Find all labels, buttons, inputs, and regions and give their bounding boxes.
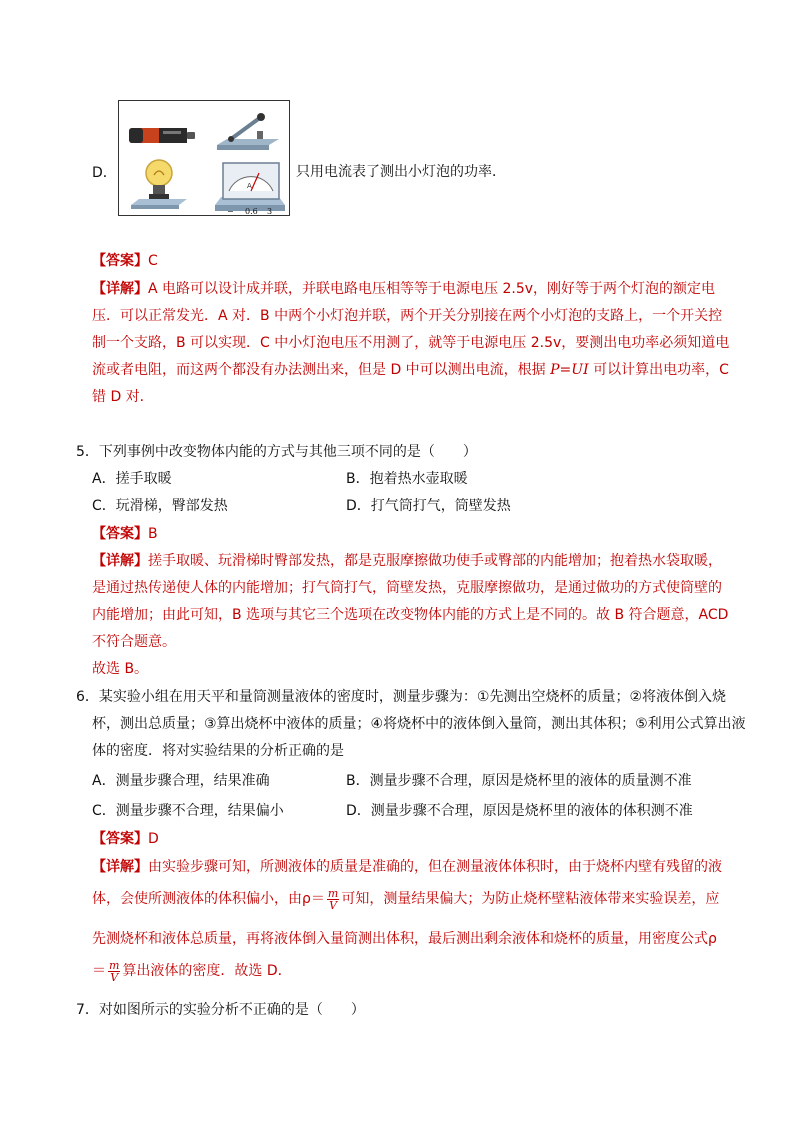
meter-terminal-negative: − — [227, 207, 234, 215]
q6-stem-line-2: 杯，测出总质量；③算出烧杯中液体的质量；④将烧杯中的液体倒入量筒，测出其体积；⑤利用公式算出液 — [92, 716, 746, 732]
q6-answer: 【答案】D — [92, 831, 159, 847]
q5-analysis-line-2: 是通过热传递使人体的内能增加；打气筒打气，筒壁发热，克服摩擦做功，是通过做功的方式使筒壁的 — [92, 580, 722, 596]
q5-analysis-line-3: 内能增加；由此可知，B 选项与其它三个选项在改变物体内能的方式上是不同的。故 B 符合题意，ACD — [92, 607, 729, 623]
q4-answer — [92, 250, 158, 270]
circuit-components-figure — [118, 100, 290, 216]
q5-option-c: C．玩滑梯，臀部发热 — [92, 498, 228, 514]
battery-icon — [129, 128, 195, 143]
q5-analysis-line-4: 不符合题意。 — [92, 634, 176, 650]
meter-symbol: A — [247, 182, 252, 190]
density-fraction: $\frac{m}{V}$ — [327, 886, 339, 912]
q5-option-d: D．打气筒打气，筒壁发热 — [346, 498, 511, 514]
q4-analysis-line-5: 错 D 对． — [92, 389, 154, 405]
light-bulb-icon — [131, 160, 187, 209]
answer-value: C — [148, 253, 158, 269]
meter-terminal-3: 3 — [267, 207, 273, 215]
q6-analysis-line-4: ＝ $\frac{m}{V}$ 算出液体的密度．故选 D． — [92, 958, 292, 984]
q5-analysis-line-1: 【详解】搓手取暖、玩滑梯时臀部发热，都是克服摩擦做功使手或臀部的内能增加；抱着热水袋取暖， — [92, 553, 722, 569]
q5-answer: 【答案】B — [92, 526, 158, 542]
option-d-text: 只用电流表了测出小灯泡的功率． — [296, 164, 506, 180]
q4-analysis-line-3: 制一个支路，B 可以实现．C 中小灯泡电压不用测了，就等于电源电压 2.5v，要测出电功率必须知道电 — [92, 335, 730, 351]
q5-stem: 5．下列事例中改变物体内能的方式与其他三项不同的是（ ） — [76, 444, 477, 460]
q6-analysis-line-3: 先测烧杯和液体总质量，再将液体倒入量筒测出体积，最后测出剩余液体和烧杯的质量，用密度公式ρ — [92, 931, 717, 947]
q6-analysis-line-1: 【详解】由实验步骤可知，所测液体的质量是准确的，但在测量液体体积时，由于烧杯内壁有残留的液 — [92, 859, 722, 875]
q5-analysis-line-5: 故选 B。 — [92, 661, 149, 677]
q7-stem: 7．对如图所示的实验分析不正确的是（ ） — [76, 1002, 365, 1018]
q5-option-b: B．抱着热水壶取暖 — [346, 471, 468, 487]
q4-analysis-line-1: 【详解】A 电路可以设计成并联，并联电路电压相等等于电源电压 2.5v，刚好等于两个灯泡的额定电 — [92, 281, 716, 297]
q6-option-a: A．测量步骤合理，结果准确 — [92, 773, 270, 789]
q6-option-b: B．测量步骤不合理，原因是烧杯里的液体的质量测不准 — [346, 773, 692, 789]
circuit-components-illustration — [119, 101, 289, 215]
switch-icon — [217, 113, 279, 150]
q6-analysis-line-2: 体，会使所测液体的体积偏小，由ρ＝ $\frac{m}{V}$ 可知，测量结果偏大；为防止烧杯壁粘液体带来实验误差，应 — [92, 886, 720, 912]
q4-analysis-line-2: 压．可以正常发光．A 对．B 中两个小灯泡并联，两个开关分别接在两个小灯泡的支路上，一个开关控 — [92, 308, 723, 324]
q6-option-c: C．测量步骤不合理，结果偏小 — [92, 803, 284, 819]
ammeter-icon — [215, 163, 285, 215]
q6-option-d: D．测量步骤不合理，原因是烧杯里的液体的体积测不准 — [346, 803, 693, 819]
option-d-label: D． — [92, 165, 117, 181]
density-fraction-2: $\frac{m}{V}$ — [109, 958, 120, 984]
q6-stem-line-3: 体的密度．将对实验结果的分析正确的是 — [92, 743, 344, 759]
analysis-tag: 【详解】 — [92, 281, 148, 297]
power-formula: P=UI — [550, 362, 589, 378]
q4-analysis-line-4: 流或者电阻，而这两个都没有办法测出来，但是 D 中可以测出电流，根据 P=UI 可以计算出电功率，C — [92, 362, 729, 378]
answer-tag: 【答案】 — [92, 253, 148, 269]
q5-option-a: A．搓手取暖 — [92, 471, 172, 487]
meter-terminal-06: 0.6 — [245, 207, 258, 215]
q6-stem-line-1: 6．某实验小组在用天平和量筒测量液体的密度时，测量步骤为：①先测出空烧杯的质量；②将液体倒入烧 — [76, 689, 727, 705]
